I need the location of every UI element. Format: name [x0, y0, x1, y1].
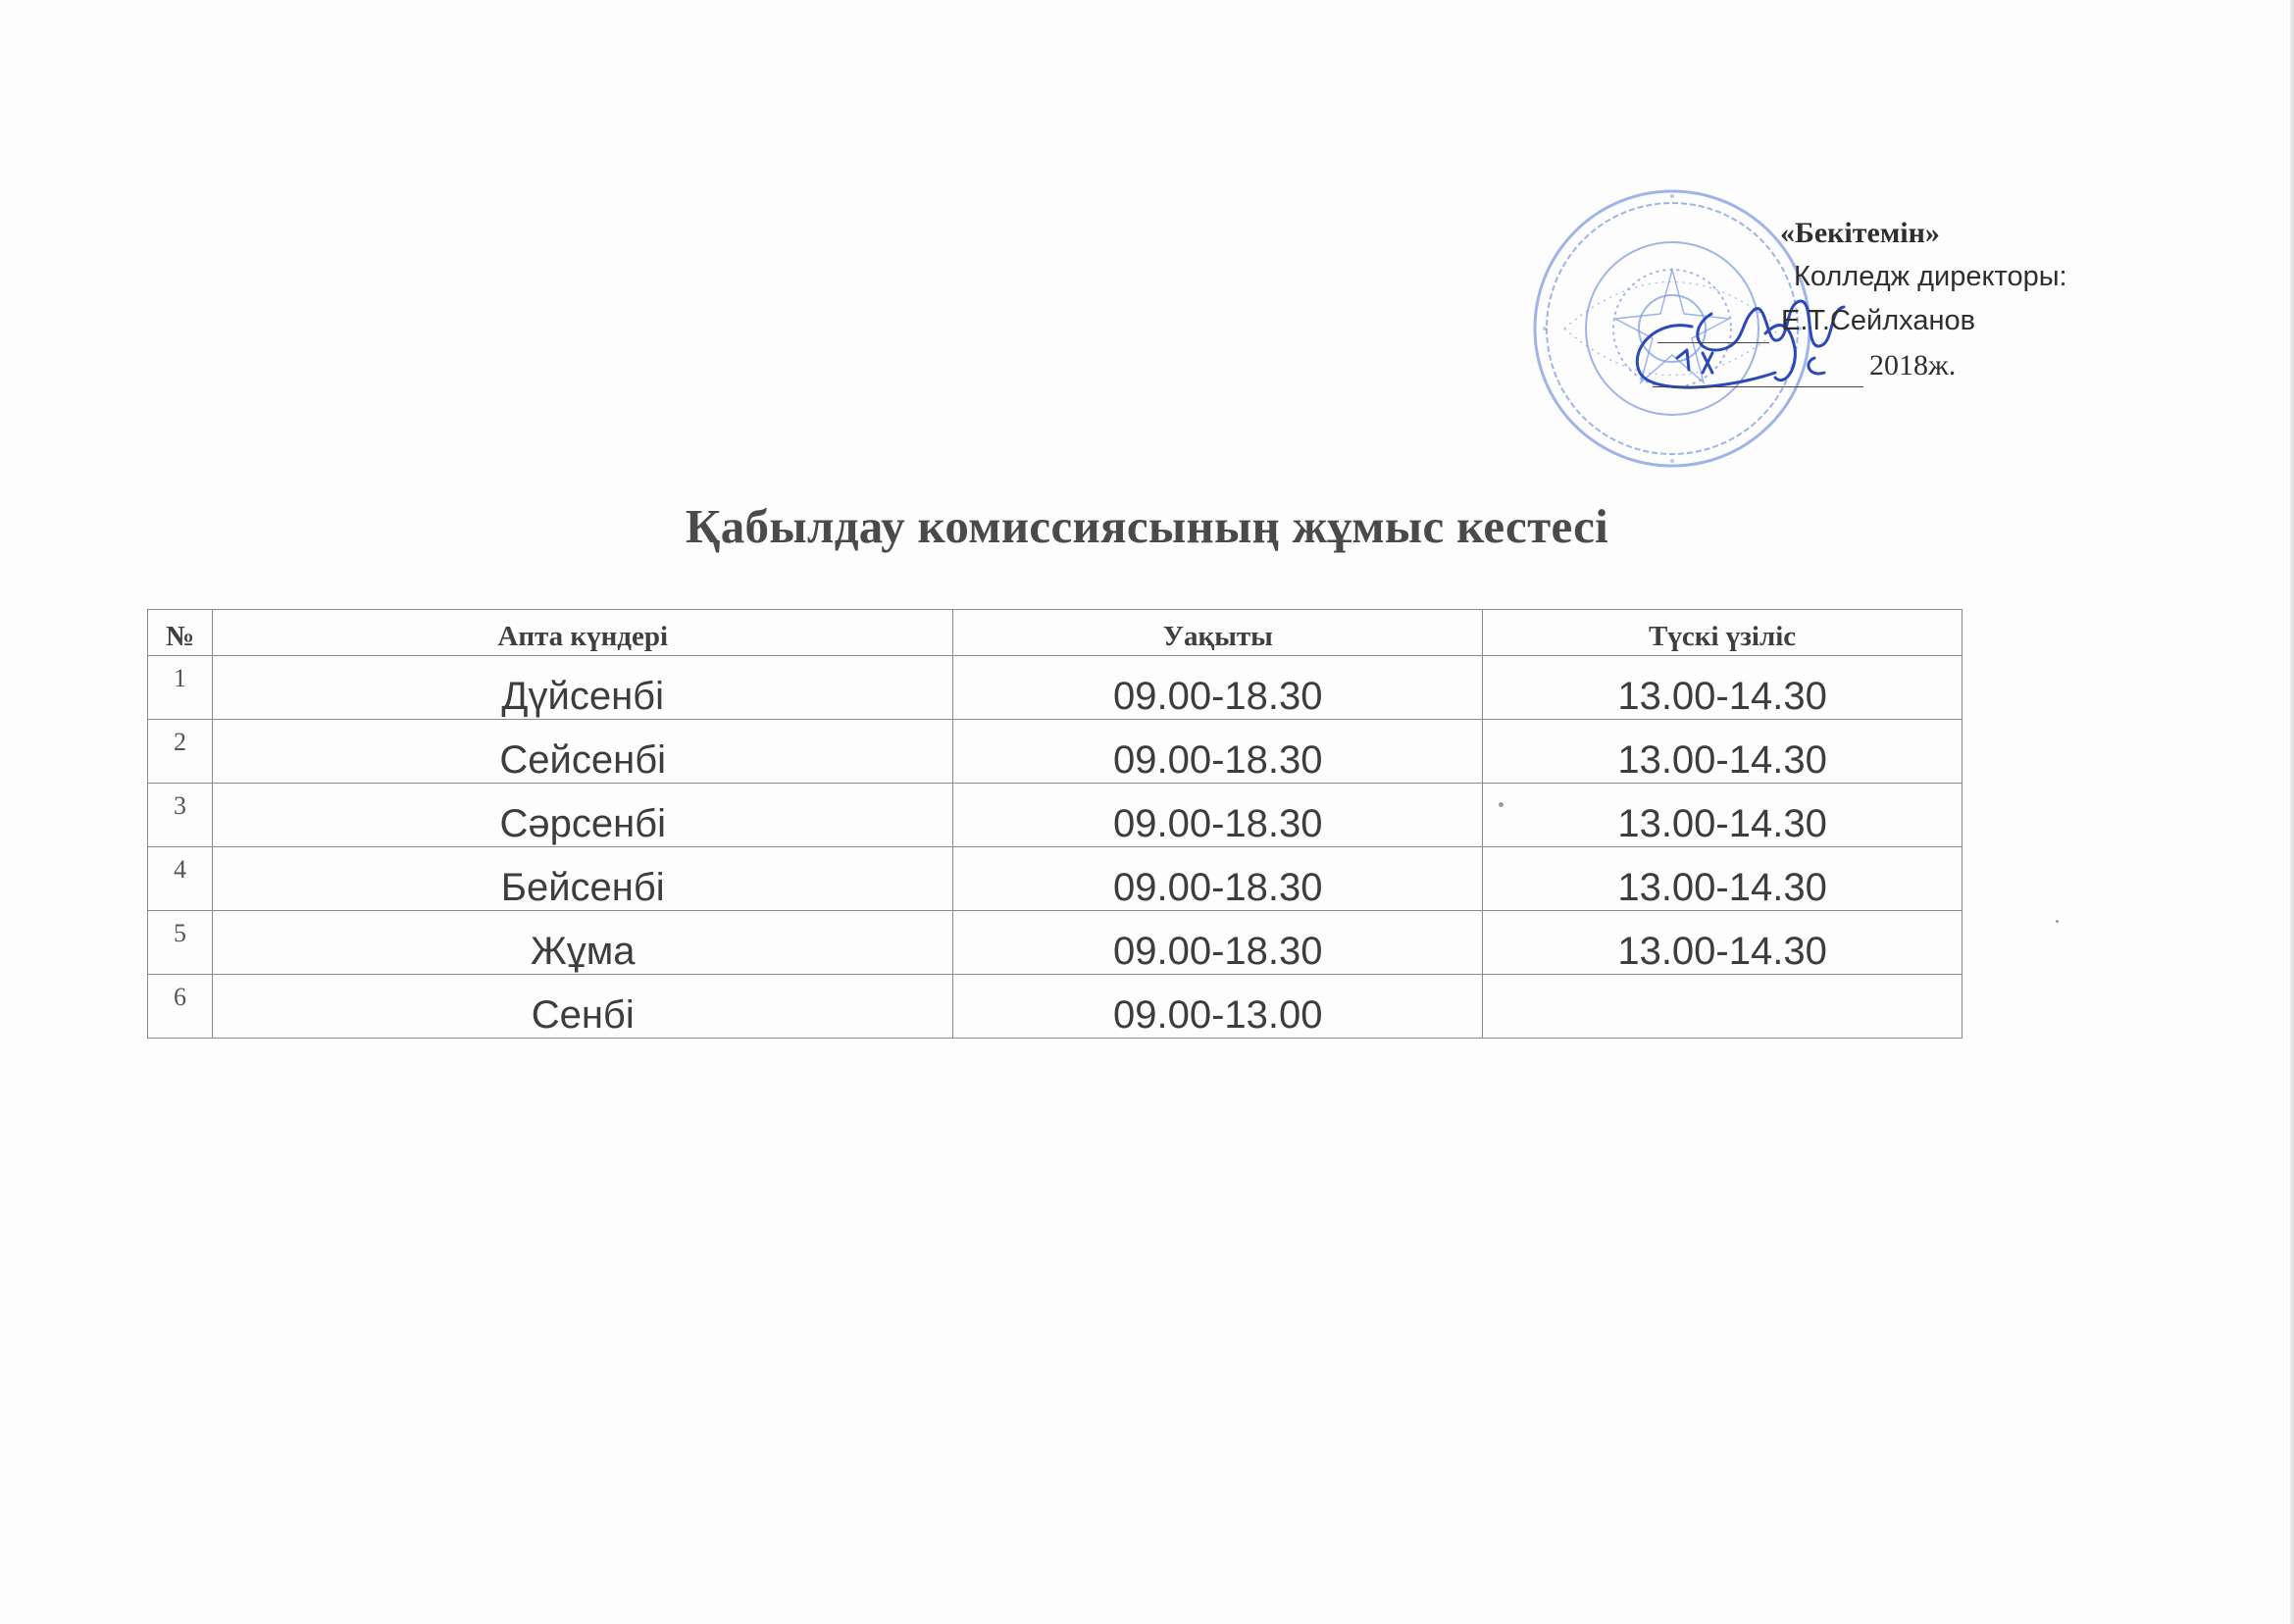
header-lunch-break: Түскі үзіліс — [1483, 610, 1963, 656]
row-weekday: Сенбі — [213, 975, 953, 1039]
scan-speck — [1499, 802, 1504, 807]
row-number: 6 — [148, 975, 213, 1039]
table-row — [148, 656, 1963, 720]
date-blank — [1653, 353, 1863, 387]
approval-date-line — [1780, 343, 2192, 387]
row-number: 5 — [148, 911, 213, 975]
row-working-hours: 09.00-18.30 — [953, 656, 1483, 720]
approval-title: «Бекітемін» — [1780, 217, 1940, 249]
approval-block — [1780, 211, 2192, 387]
row-weekday: Бейсенбі — [213, 847, 953, 911]
row-working-hours: 09.00-18.30 — [953, 720, 1483, 784]
table-row — [148, 911, 1963, 975]
row-working-hours: 09.00-13.00 — [953, 975, 1483, 1039]
schedule-table — [147, 609, 1963, 1039]
table-row — [148, 847, 1963, 911]
row-number: 1 — [148, 656, 213, 720]
row-weekday: Сәрсенбі — [213, 784, 953, 847]
row-number: 3 — [148, 784, 213, 847]
header-weekday: Апта күндері — [213, 610, 953, 656]
row-number: 2 — [148, 720, 213, 784]
director-name: Е.Т.Сейлханов — [1781, 305, 1976, 336]
row-lunch-break: 13.00-14.30 — [1483, 720, 1963, 784]
row-lunch-break: 13.00-14.30 — [1483, 847, 1963, 911]
director-position: Колледж директоры: — [1794, 261, 2067, 292]
row-weekday: Сейсенбі — [213, 720, 953, 784]
row-working-hours: 09.00-18.30 — [953, 847, 1483, 911]
table-row — [148, 975, 1963, 1039]
table-row — [148, 720, 1963, 784]
approval-year: 2018ж. — [1869, 349, 1957, 381]
row-weekday: Жұма — [213, 911, 953, 975]
page-edge — [2290, 0, 2294, 1624]
scan-speck — [2056, 920, 2059, 923]
header-number: № — [148, 610, 213, 656]
row-working-hours: 09.00-18.30 — [953, 911, 1483, 975]
table-row — [148, 784, 1963, 847]
row-lunch-break — [1483, 975, 1963, 1039]
row-number: 4 — [148, 847, 213, 911]
header-working-hours: Уақыты — [953, 610, 1483, 656]
row-lunch-break: 13.00-14.30 — [1483, 911, 1963, 975]
director-name-line — [1780, 299, 2192, 343]
document-title: Қабылдау комиссиясының жұмыс кестесі — [685, 499, 1609, 553]
signature-blank — [1657, 309, 1769, 343]
row-weekday: Дүйсенбі — [213, 656, 953, 720]
row-lunch-break: 13.00-14.30 — [1483, 784, 1963, 847]
table-header-row — [148, 610, 1963, 656]
row-lunch-break: 13.00-14.30 — [1483, 656, 1963, 720]
row-working-hours: 09.00-18.30 — [953, 784, 1483, 847]
